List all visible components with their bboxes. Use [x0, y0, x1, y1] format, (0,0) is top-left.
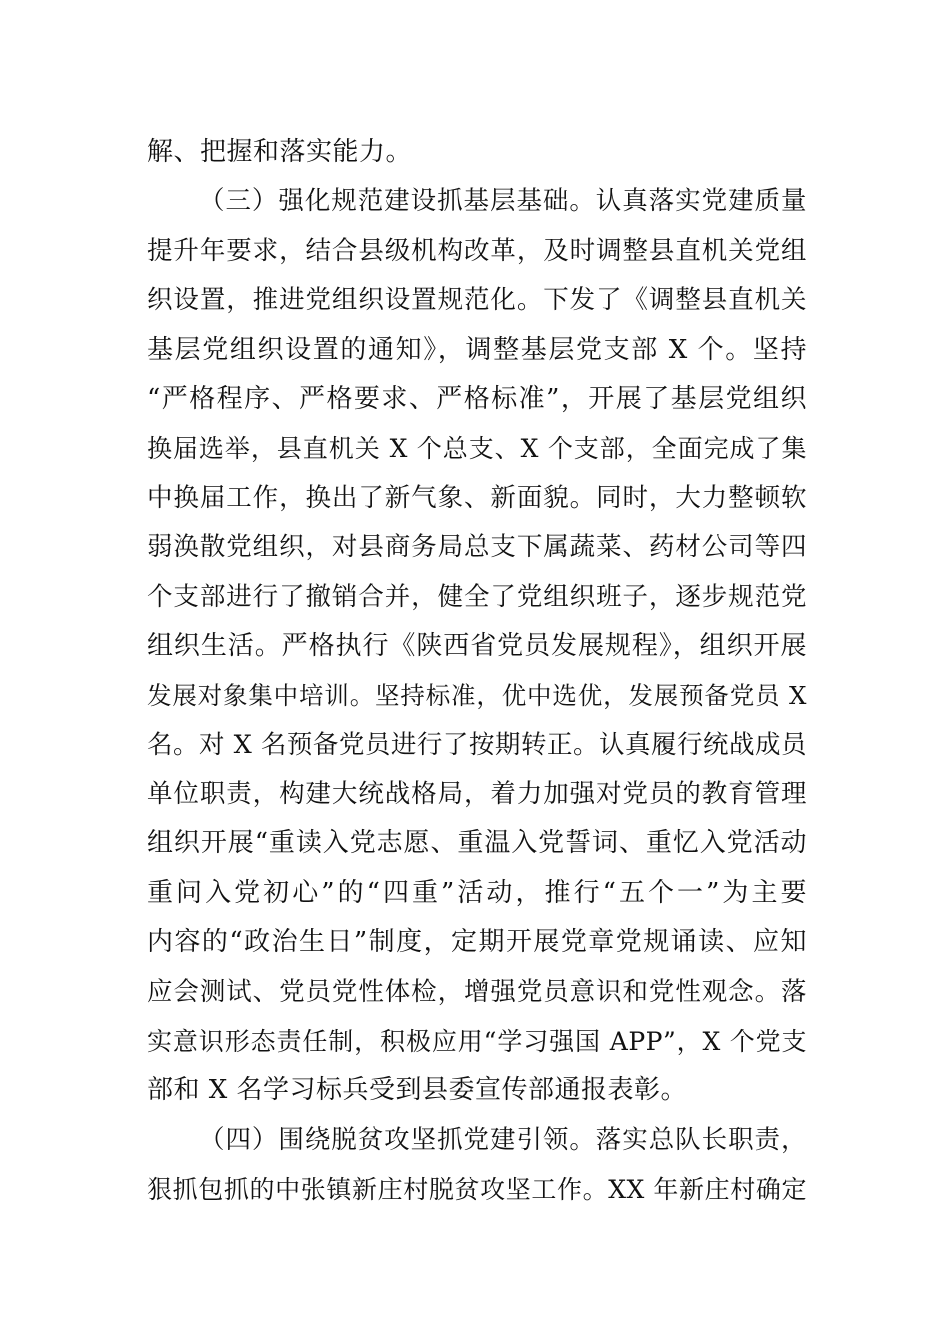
text-line-10: 个支部进行了撤销合并，健全了党组织班子，逐步规范党: [147, 581, 807, 612]
text-line-13: 名。对 X 名预备党员进行了按期转正。认真履行统战成员: [147, 729, 807, 760]
text-line-1: 解、把握和落实能力。: [147, 137, 413, 167]
text-line-17: 内容的“政治生日”制度，定期开展党章党规诵读、应知: [147, 927, 807, 958]
text-line-12: 发展对象集中培训。坚持标准，优中选优，发展预备党员 X: [147, 681, 807, 711]
text-line-16: 重问入党初心”的“四重”活动，推行“五个一”为主要: [147, 877, 807, 908]
text-line-4: 织设置，推进党组织设置规范化。下发了《调整县直机关: [147, 285, 807, 316]
text-line-22: 狠抓包抓的中张镇新庄村脱贫攻坚工作。XX 年新庄村确定: [147, 1175, 807, 1205]
text-line-5: 基层党组织设置的通知》，调整基层党支部 X 个。坚持: [147, 334, 807, 365]
text-line-19: 实意识形态责任制，积极应用“学习强国 APP”，X 个党支: [147, 1027, 807, 1057]
text-line-21-heading-4: （四）围绕脱贫攻坚抓党建引领。落实总队长职责，: [199, 1124, 807, 1155]
text-line-14: 单位职责，构建大统战格局，着力加强对党员的教育管理: [147, 779, 807, 810]
document-body: [147, 128, 807, 1215]
text-line-3: 提升年要求，结合县级机构改革，及时调整县直机关党组: [147, 235, 807, 266]
text-line-6: “严格程序、严格要求、严格标准”，开展了基层党组织: [147, 383, 807, 414]
text-line-9: 弱涣散党组织，对县商务局总支下属蔬菜、药材公司等四: [147, 532, 807, 563]
text-line-8: 中换届工作，换出了新气象、新面貌。同时，大力整顿软: [147, 482, 807, 513]
text-line-7: 换届选举，县直机关 X 个总支、X 个支部，全面完成了集: [147, 434, 807, 464]
text-line-20: 部和 X 名学习标兵受到县委宣传部通报表彰。: [147, 1075, 688, 1106]
text-line-11: 组织生活。严格执行《陕西省党员发展规程》，组织开展: [147, 630, 807, 661]
text-line-2-heading-3: （三）强化规范建设抓基层基础。认真落实党建质量: [199, 186, 807, 217]
text-line-18: 应会测试、党员党性体检，增强党员意识和党性观念。落: [147, 976, 807, 1007]
text-line-15: 组织开展“重读入党志愿、重温入党誓词、重忆入党活动: [147, 828, 807, 859]
